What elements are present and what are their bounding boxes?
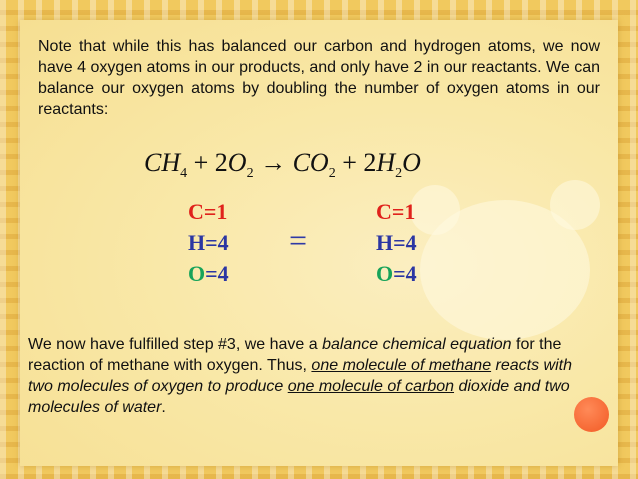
- bear-watermark-ear: [410, 185, 460, 235]
- outro-underlined-2: one molecule of carbon: [287, 378, 455, 395]
- bear-watermark-ear-2: [550, 180, 600, 230]
- reactant-oxygen-count: [188, 258, 229, 289]
- outro-italic-1: balance chemical equation: [322, 336, 512, 353]
- eq-sub-4: 4: [180, 166, 188, 182]
- product-hydrogen-count: [376, 227, 417, 258]
- carbon-label: C: [376, 199, 392, 224]
- oxygen-label: O: [376, 261, 394, 286]
- eq-arrow: →: [253, 148, 293, 177]
- carbon-value: =1: [391, 199, 416, 224]
- reactant-atom-counts: [188, 196, 229, 289]
- hydrogen-value: =4: [393, 230, 417, 255]
- eq-o: O: [227, 148, 247, 177]
- equals-sign: =: [289, 222, 308, 258]
- outro-text-1: We now have fulfilled step #3, we have a: [28, 336, 323, 353]
- product-atom-counts: [376, 196, 417, 289]
- orange-circle-decoration: [574, 397, 609, 432]
- outro-underlined-1: one molecule of methane: [311, 357, 492, 374]
- eq-h: H: [376, 148, 396, 177]
- eq-ch: CH: [144, 148, 181, 177]
- outro-italic-3: dioxide and two molecules of water: [28, 378, 570, 416]
- chemical-equation: [144, 148, 421, 182]
- carbon-label: C: [188, 199, 204, 224]
- hydrogen-label: H: [376, 230, 394, 255]
- eq-sub-2c: 2: [395, 166, 403, 182]
- outro-end: .: [161, 399, 166, 416]
- outro-text-2: for the reaction of methane with oxygen. Thus,: [28, 336, 562, 374]
- eq-plus-2: +: [335, 148, 364, 177]
- reactant-hydrogen-count: [188, 227, 229, 258]
- eq-plus: +: [187, 148, 215, 177]
- eq-sub-2: 2: [246, 166, 254, 182]
- eq-o-2: O: [402, 148, 421, 177]
- oxygen-label: O: [188, 261, 206, 286]
- eq-sub-2b: 2: [328, 166, 336, 182]
- hydrogen-label: H: [188, 230, 206, 255]
- outro-italic-2: reacts with two molecules of oxygen to produce: [28, 357, 573, 395]
- conclusion-paragraph: [28, 334, 598, 418]
- oxygen-value: =4: [393, 261, 417, 286]
- eq-co: CO: [292, 148, 329, 177]
- product-carbon-count: [376, 196, 417, 227]
- reactant-carbon-count: [188, 196, 229, 227]
- intro-paragraph: Note that while this has balanced our carbon and hydrogen atoms, we now have 4 oxygen atoms in our products, and only have 2 in our reactants. We can balance our oxygen atoms by doubling the number of oxygen atoms in our reactants:: [38, 38, 600, 118]
- oxygen-value: =4: [205, 261, 229, 286]
- product-oxygen-count: [376, 258, 417, 289]
- carbon-value: =1: [203, 199, 228, 224]
- eq-coef-2b: 2: [363, 148, 377, 177]
- eq-coef-2: 2: [214, 148, 228, 177]
- hydrogen-value: =4: [205, 230, 229, 255]
